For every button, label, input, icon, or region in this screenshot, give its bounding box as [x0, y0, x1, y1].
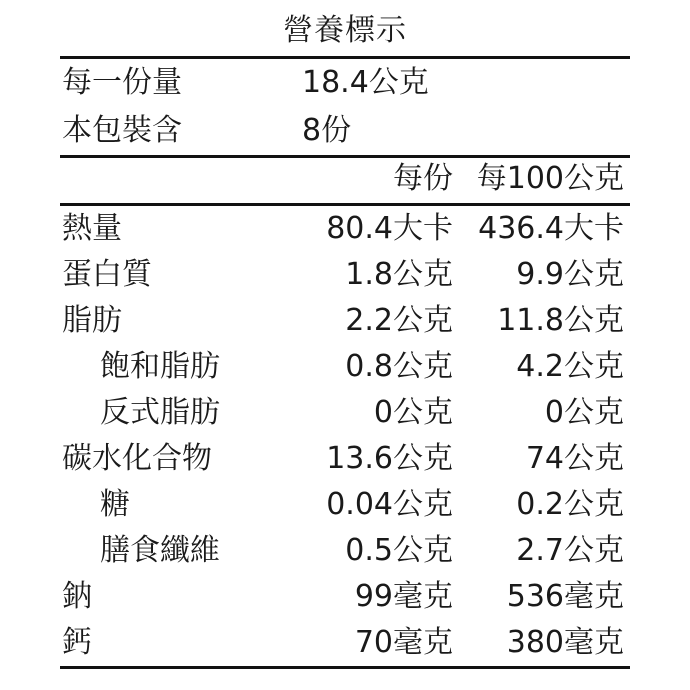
nutrient-per-100g: 0.2公克: [516, 487, 624, 522]
serving-size-label: 每一份量: [60, 58, 288, 108]
header-blank-cell: [60, 157, 288, 205]
nutrient-name: 鈉: [62, 579, 92, 614]
header-per-100g: 每100公克: [459, 157, 630, 205]
table-row: [60, 298, 630, 344]
nutrient-per-serving: 70毫克: [354, 625, 453, 660]
servings-per-pack-label: 本包裝含: [62, 113, 182, 148]
nutrition-facts-table: [60, 14, 630, 677]
nutrient-per-100g: 436.4大卡: [459, 205, 630, 253]
table-row: [60, 482, 630, 528]
nutrient-per-100g: 4.2公克: [516, 349, 624, 384]
nutrient-per-serving: 0.8公克: [345, 349, 453, 384]
nutrient-per-100g: 0公克: [544, 395, 624, 430]
nutrient-name: 糖: [100, 487, 130, 522]
table-row: [60, 344, 630, 390]
servings-per-pack-row: [60, 107, 630, 157]
nutrient-per-100g: 9.9公克: [516, 257, 624, 292]
nutrient-name: 反式脂肪: [100, 395, 220, 430]
nutrient-per-serving: 2.2公克: [345, 303, 453, 338]
nutrient-name: 脂肪: [62, 303, 122, 338]
nutrient-per-serving: 1.8公克: [345, 257, 453, 292]
table-row: [60, 620, 630, 668]
nutrient-name: 蛋白質: [62, 257, 152, 292]
serving-size-row: [60, 58, 630, 108]
table-row: [60, 436, 630, 482]
serving-size-value: 18.4公克: [288, 58, 630, 108]
servings-per-pack-value: 8份: [302, 113, 352, 148]
nutrient-name: 鈣: [62, 625, 92, 660]
nutrient-per-serving: 80.4大卡: [288, 205, 459, 253]
nutrient-per-serving: 0公克: [373, 395, 453, 430]
nutrient-per-serving: 0.04公克: [326, 487, 453, 522]
nutrient-name: 膳食纖維: [100, 533, 220, 568]
column-header-row: [60, 157, 630, 205]
nutrient-per-serving: 13.6公克: [326, 441, 453, 476]
table-row: [60, 574, 630, 620]
nutrient-per-100g: 74公克: [525, 441, 624, 476]
nutrient-per-100g: 2.7公克: [516, 533, 624, 568]
nutrient-name: 飽和脂肪: [100, 349, 220, 384]
nutrient-per-serving: 99毫克: [354, 579, 453, 614]
table-row: [60, 528, 630, 574]
label-title-row: [60, 14, 630, 58]
table-row: [60, 390, 630, 436]
table-row: [60, 252, 630, 298]
nutrient-per-100g: 380毫克: [506, 625, 624, 660]
nutrient-per-100g: 11.8公克: [497, 303, 624, 338]
nutrient-per-100g: 536毫克: [506, 579, 624, 614]
nutrient-name: 碳水化合物: [62, 441, 212, 476]
label-title: 營養標示: [283, 13, 407, 48]
nutrient-per-serving: 0.5公克: [345, 533, 453, 568]
table-bottom-rule: [60, 668, 630, 678]
nutrient-name: 熱量: [60, 205, 288, 253]
table-row: [60, 205, 630, 253]
header-per-serving: 每份: [288, 157, 459, 205]
table-bottom-rule-row: [60, 668, 630, 678]
